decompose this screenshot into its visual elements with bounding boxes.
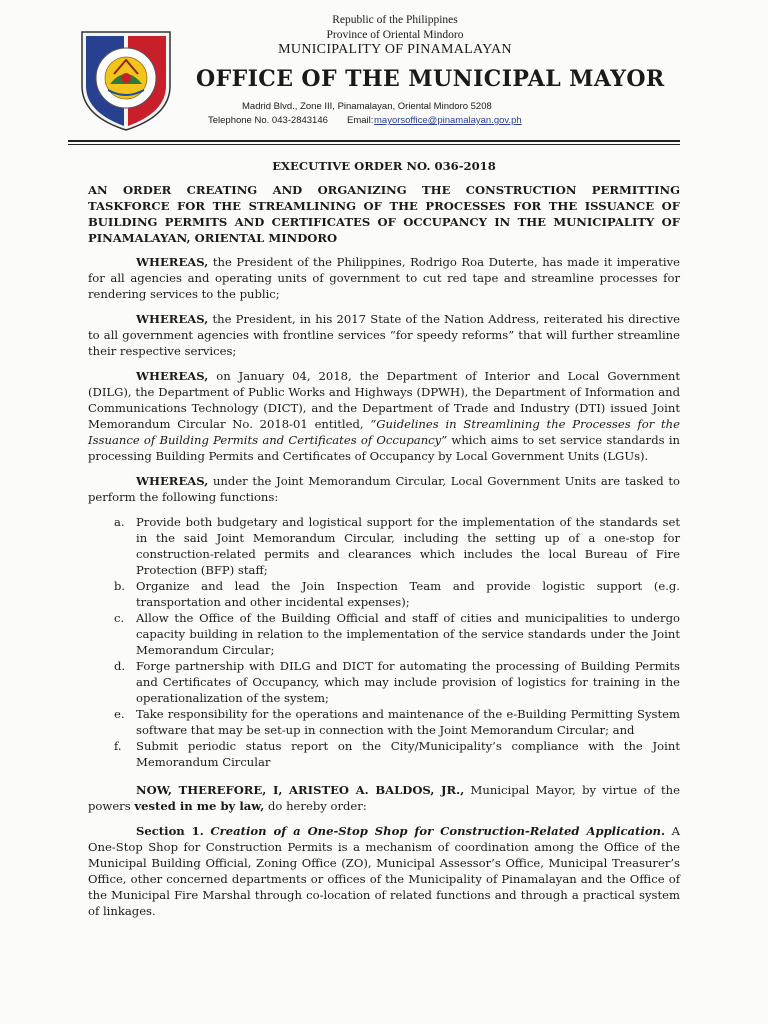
whereas-paragraph (88, 368, 680, 464)
whereas-lead: WHEREAS, (136, 369, 209, 383)
email-link[interactable]: mayorsoffice@pinamalayan.gov.ph (374, 115, 522, 126)
whereas-text: which aims to set service standards in processing Building Permits and Certificates of Occupancy by Local Government Units (LGUs). (88, 433, 680, 463)
list-item-text: Allow the Office of the Building Official and staff of cities and municipalities to undergo capacity building in relation to the implementation of the service standards under the Joint Memorandum Circular; (136, 611, 680, 657)
section-number: Section 1. (136, 824, 204, 838)
telephone-line: Telephone No. 043-2843146 (208, 115, 328, 126)
list-marker: d. (114, 659, 126, 673)
list-item-text: Organize and lead the Join Inspection Team and provide logistic support (e.g. transportation and other incidental expenses); (136, 579, 680, 609)
executive-order-number: EXECUTIVE ORDER NO. 036-2018 (272, 159, 496, 173)
whereas-text: the President, in his 2017 State of the Nation Address, reiterated his directive to all government agencies with frontline services “for speedy reforms” that will further streamline their respective services; (88, 312, 680, 358)
whereas-paragraph (88, 473, 680, 505)
office-title: OFFICE OF THE MUNICIPAL MAYOR (196, 66, 665, 92)
municipal-seal-icon (78, 28, 174, 132)
circular-title: “Guidelines in Streamlining the Processes for the Issuance of Building Permits and Certificates of Occupancy” (88, 417, 680, 447)
whereas-paragraph (88, 311, 680, 359)
email-label: Email: (347, 115, 374, 126)
section-text: A One-Stop Shop for Construction Permits is a mechanism of coordination among the Office of the Municipal Building Official, Zoning Office (ZO), Municipal Assessor’s Office, Municipal Treasurer’s Office, other concerned departments or offices of the Municipality of Pinamalayan and the Office of the Municipal Fire Marshal through co-location of related functions and through a practical system of linkages. (88, 824, 680, 918)
whereas-lead: WHEREAS, (136, 255, 209, 269)
list-marker: b. (114, 579, 126, 593)
republic-line: Republic of the Philippines (332, 14, 458, 26)
section-1-paragraph (88, 823, 680, 919)
whereas-text: on January 04, 2018, the Department of Interior and Local Government (DILG), the Department of Public Works and Highways (DPWH), the Department of Information and Communications Technology (DICT), and the Department of Trade and Industry (DTI) issued Joint Memorandum Circular No. 2018-01 entitled, (88, 369, 680, 431)
now-therefore-text: Municipal Mayor, by virtue of the powers (88, 783, 680, 813)
list-item-text: Forge partnership with DILG and DICT for automating the processing of Building Permits and Certificates of Occupancy, which may include provision of logistics for training in the operationalization of the system; (136, 659, 680, 705)
list-marker: a. (114, 515, 125, 529)
list-item (88, 578, 680, 610)
whereas-lead: WHEREAS, (136, 474, 209, 488)
order-title: AN ORDER CREATING AND ORGANIZING THE CONSTRUCTION PERMITTING TASKFORCE FOR THE STREAMLINING OF THE PROCESSES FOR THE ISSUANCE OF BUILDING PERMITS AND CERTIFICATES OF OCCUPANCY IN THE MUNICIPALITY OF PINAMALAYAN, ORIENTAL MINDORO (88, 183, 680, 245)
whereas-text: under the Joint Memorandum Circular, Local Government Units are tasked to perform the following functions: (88, 474, 680, 504)
list-item (88, 706, 680, 738)
list-item (88, 610, 680, 658)
header-rule-thick (68, 140, 680, 142)
header-rule-thin (68, 144, 680, 145)
address-line: Madrid Blvd., Zone III, Pinamalayan, Oriental Mindoro 5208 (242, 101, 492, 112)
document-body (88, 158, 680, 928)
vested-text: vested in me by law, (134, 799, 265, 813)
list-item-text: Provide both budgetary and logistical support for the implementation of the standards set in the said Joint Memorandum Circular, including the setting up of a one-stop for construction-related permits and clearances which includes the local Bureau of Fire Protection (BFP) staff; (136, 515, 680, 577)
functions-list (88, 514, 680, 770)
letterhead (0, 0, 768, 150)
now-therefore-paragraph (88, 782, 680, 814)
list-marker: e. (114, 707, 125, 721)
now-therefore-lead: NOW, THEREFORE, I, ARISTEO A. BALDOS, JR., (136, 783, 465, 797)
list-item (88, 658, 680, 706)
list-item (88, 738, 680, 770)
whereas-lead: WHEREAS, (136, 312, 209, 326)
whereas-paragraph (88, 254, 680, 302)
now-therefore-text-end: do hereby order: (264, 799, 367, 813)
province-line: Province of Oriental Mindoro (326, 29, 464, 41)
list-item-text: Submit periodic status report on the City/Municipality’s compliance with the Joint Memorandum Circular (136, 739, 680, 769)
list-item (88, 514, 680, 578)
list-marker: c. (114, 611, 125, 625)
list-marker: f. (114, 739, 122, 753)
whereas-text: the President of the Philippines, Rodrigo Roa Duterte, has made it imperative for all agencies and operating units of government to cut red tape and streamline processes for rendering services to the public; (88, 255, 680, 301)
municipality-line: MUNICIPALITY OF PINAMALAYAN (278, 42, 512, 57)
list-item-text: Take responsibility for the operations and maintenance of the e-Building Permitting System software that may be set-up in connection with the Joint Memorandum Circular; and (136, 707, 680, 737)
section-title: Creation of a One-Stop Shop for Construction-Related Application. (210, 824, 666, 838)
